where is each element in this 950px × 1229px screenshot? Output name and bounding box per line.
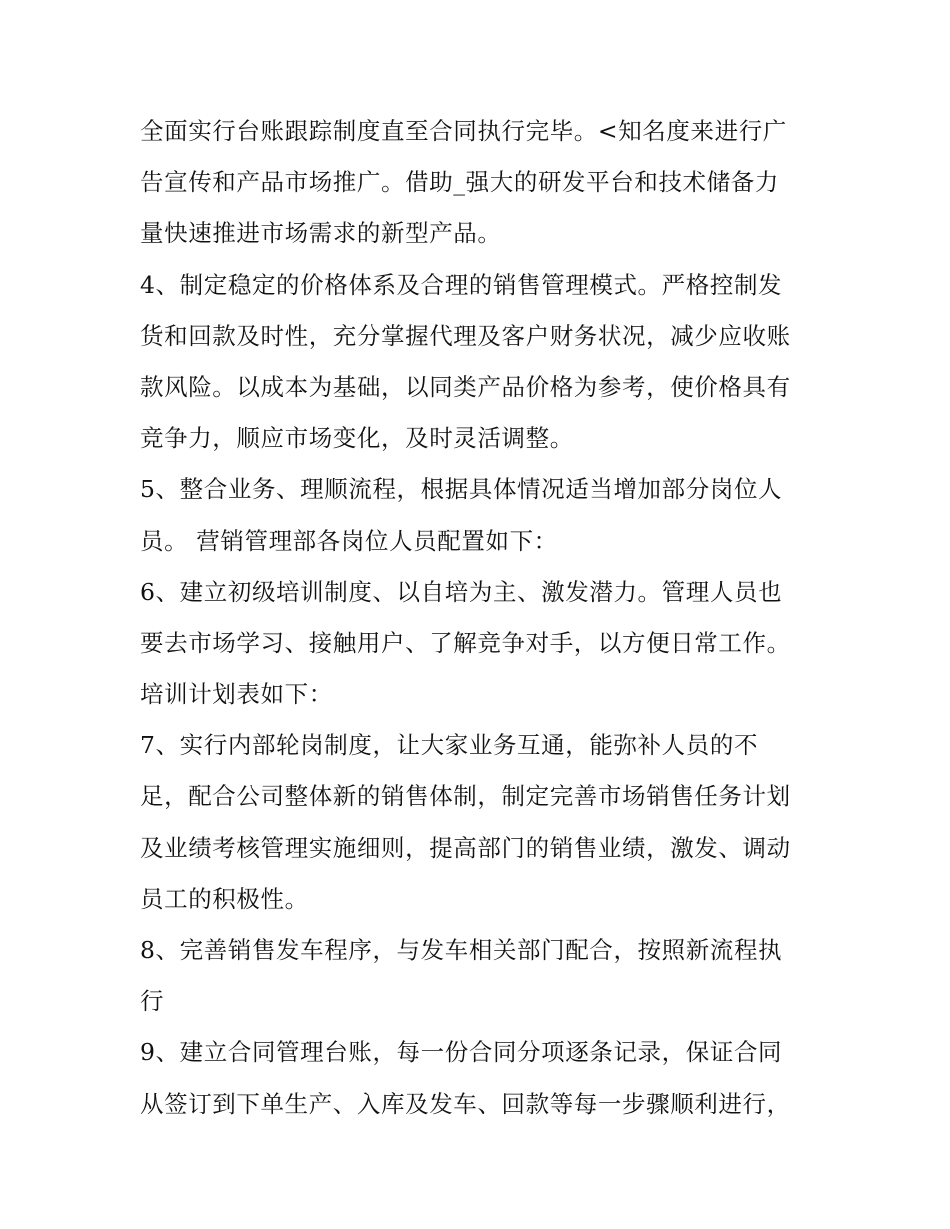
text-line: 5、整合业务、理顺流程，根据具体情况适当增加部分岗位人 bbox=[140, 475, 783, 504]
text-line: 员。 营销管理部各岗位人员配置如下： bbox=[140, 526, 558, 555]
text-line: 7、实行内部轮岗制度，让大家业务互通，能弥补人员的不 bbox=[140, 731, 759, 760]
text-line: 8、完善销售发车程序，与发车相关部门配合，按照新流程执 bbox=[140, 936, 783, 964]
text-line: 培训计划表如下： bbox=[140, 680, 333, 709]
text-line: 货和回款及时性，充分掌握代理及客户财务状况，减少应收账 bbox=[140, 321, 791, 350]
text-line: 款风险。以成本为基础，以同类产品价格为参考，使价格具有 bbox=[140, 372, 791, 401]
body-text bbox=[140, 106, 820, 1130]
text-line: 行 bbox=[140, 987, 165, 1016]
text-line: 6、建立初级培训制度、以自培为主、激发潜力。管理人员也 bbox=[140, 577, 783, 606]
text-line: 9、建立合同管理台账，每一份合同分项逐条记录，保证合同 bbox=[140, 1038, 783, 1067]
text-line: 全面实行台账跟踪制度直至合同执行完毕。<知名度来进行广 bbox=[140, 117, 787, 145]
text-line: 员工的积极性。 bbox=[140, 884, 309, 913]
text-line: 足，配合公司整体新的销售体制，制定完善市场销售任务计划 bbox=[140, 782, 791, 811]
text-line: 量快速推进市场需求的新型产品。 bbox=[140, 219, 502, 248]
text-line: 4、制定稳定的价格体系及合理的销售管理模式。严格控制发 bbox=[140, 270, 783, 299]
text-line: 从签订到下单生产、入库及发车、回款等每一步骤顺利进行， bbox=[140, 1089, 791, 1118]
text-line: 及业绩考核管理实施细则，提高部门的销售业绩，激发、调动 bbox=[140, 833, 791, 862]
text-line: 竞争力，顺应市场变化，及时灵活调整。 bbox=[140, 424, 574, 453]
text-line: 要去市场学习、接触用户、了解竞争对手，以方便日常工作。 bbox=[140, 628, 791, 657]
text-line: 告宣传和产品市场推广。借助_强大的研发平台和技术储备力 bbox=[140, 168, 779, 197]
